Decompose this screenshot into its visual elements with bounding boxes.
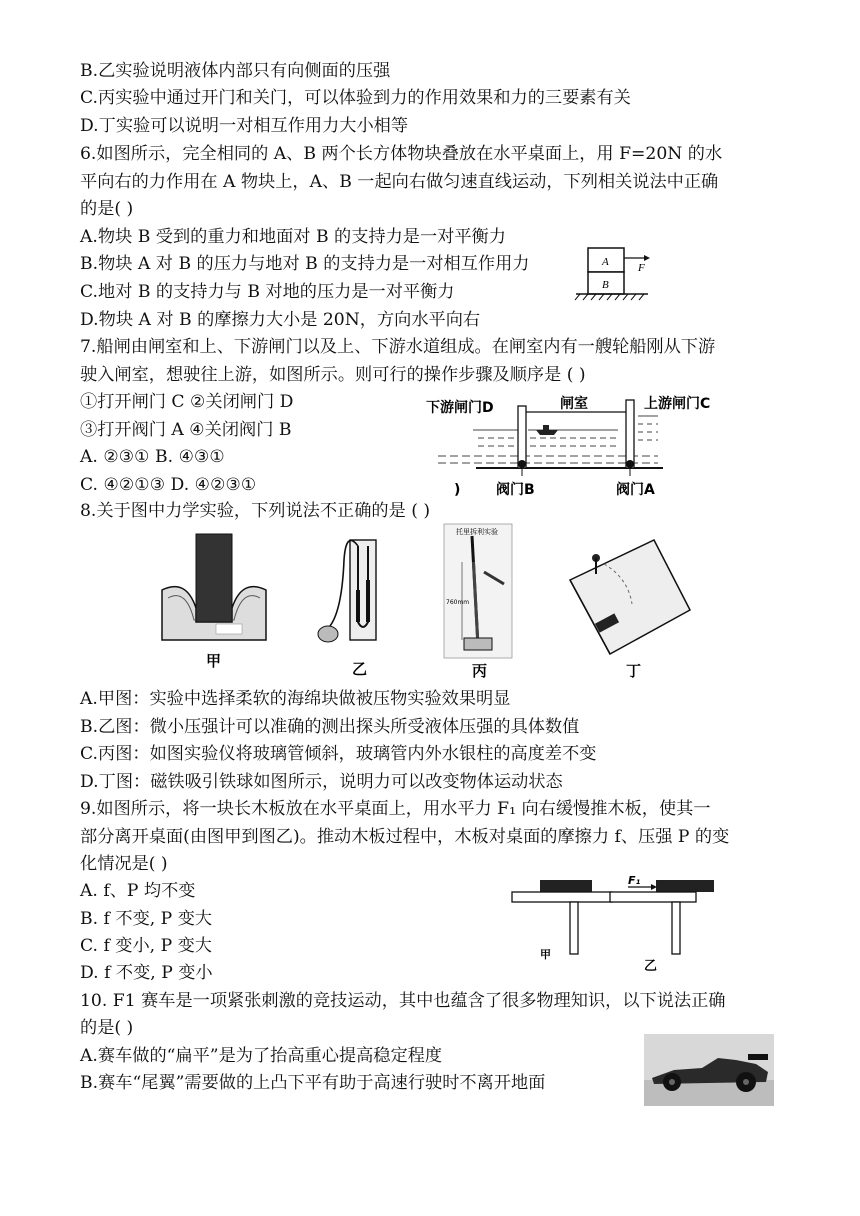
jia-table: [512, 892, 612, 902]
q7-options-cd: C. ④②①③ D. ④②③①: [80, 475, 257, 495]
q8-option-d: D.丁图：磁铁吸引铁球如图所示，说明力可以改变物体运动状态: [80, 772, 563, 792]
bing-length: 760mm: [446, 599, 470, 606]
q5-option-c: C.丙实验中通过开门和关门，可以体验到力的作用效果和力的三要素有关: [80, 88, 631, 108]
valve-b-marker: [518, 460, 526, 468]
q7-step-1: ①打开闸门 C ②关闭闸门 D: [80, 392, 294, 412]
q7-shiplock-figure: [418, 390, 740, 500]
block-b-label: B: [602, 279, 609, 291]
valve-b-label: 阀门B: [496, 482, 535, 498]
yi-caption: 乙: [644, 959, 658, 974]
q6-blocks-figure: [572, 238, 682, 310]
valve-a-marker: [626, 460, 634, 468]
q8-option-a: A.甲图：实验中选择柔软的海绵块做被压物实验效果明显: [80, 689, 511, 709]
stray-paren: ): [454, 482, 461, 498]
gate-d: [518, 406, 526, 468]
q10-option-a: A.赛车做的“扁平”是为了抬高重心提高稳定程度: [80, 1046, 443, 1066]
q7-options-ab: A. ②③① B. ④③①: [80, 447, 225, 467]
probe: [318, 626, 338, 642]
yi-table: [610, 892, 696, 902]
q8-torricelli-figure: [442, 522, 516, 682]
q8-option-b: B.乙图：微小压强计可以准确的测出探头所受液体压强的具体数值: [80, 717, 580, 737]
jia-table-leg: [570, 902, 578, 954]
q6-option-b: B.物块 A 对 B 的压力与地对 B 的支持力是一对相互作用力: [80, 254, 530, 274]
rear-wheel-hub: [743, 1079, 749, 1085]
q9-stem-2: 部分离开桌面(由图甲到图乙)。推动木板过程中，木板对桌面的摩擦力 f、压强 P 的变: [80, 827, 730, 847]
q10-f1-car-photo: [644, 1034, 774, 1106]
fig-jia-caption: 甲: [206, 652, 222, 670]
q9-stem-3: 化情况是( ): [80, 854, 168, 874]
force-label: F: [638, 262, 645, 274]
f1-label: F₁: [628, 874, 641, 887]
q9-option-d: D. f 不变, P 变小: [80, 963, 213, 983]
fig-yi-caption: 乙: [352, 660, 368, 678]
q5-option-d: D.丁实验可以说明一对相互作用力大小相等: [80, 116, 409, 136]
gate-c: [626, 400, 634, 468]
downstream-gate-label: 下游闸门D: [426, 400, 494, 416]
q8-magnet-figure: [566, 534, 696, 684]
q10-stem-1: 10. F1 赛车是一项紧张刺激的竞技运动，其中也蕴含了很多物理知识，以下说法正确: [80, 991, 726, 1011]
q6-option-a: A.物块 B 受到的重力和地面对 B 的支持力是一对平衡力: [80, 227, 506, 247]
fig-bing-caption: 丙: [472, 662, 488, 680]
q9-option-c: C. f 变小, P 变大: [80, 936, 212, 956]
water-hatching: [438, 416, 658, 463]
mercury-dish: [464, 638, 492, 650]
q7-stem-1: 7.船闸由闸室和上、下游闸门以及上、下游水道组成。在闸室内有一艘轮船刚从下游: [80, 337, 716, 357]
jia-caption: 甲: [540, 948, 551, 961]
q6-stem-3: 的是( ): [80, 199, 134, 219]
q10-stem-2: 的是( ): [80, 1018, 134, 1038]
ground-hatch: [575, 294, 644, 300]
upstream-gate-label: 上游闸门C: [644, 396, 711, 412]
force-arrowhead: [644, 255, 650, 261]
q8-sponge-figure: [156, 530, 272, 670]
q8-manometer-figure: [306, 530, 396, 680]
fig-ding-caption: 丁: [626, 662, 642, 680]
q9-option-b: B. f 不变, P 变大: [80, 909, 213, 929]
chamber-label: 闸室: [560, 396, 588, 412]
yi-table-leg: [672, 902, 680, 954]
yi-board: [656, 880, 714, 892]
q9-stem-1: 9.如图所示，将一块长木板放在水平桌面上，用水平力 F₁ 向右缓慢推木板，使其一: [80, 799, 711, 819]
q7-stem-2: 驶入闸室，想驶往上游，如图所示。则可行的操作步骤及顺序是 ( ): [80, 365, 586, 385]
jia-board: [540, 880, 592, 892]
q5-option-b: B.乙实验说明液体内部只有向侧面的压强: [80, 61, 391, 81]
q8-option-c: C.丙图：如图实验仪将玻璃管倾斜，玻璃管内外水银柱的高度差不变: [80, 744, 597, 764]
front-wheel-hub: [669, 1079, 675, 1085]
q9-board-figure: [504, 872, 734, 976]
q8-stem: 8.关于图中力学实验，下列说法不正确的是 ( ): [80, 501, 431, 521]
q7-step-2: ③打开阀门 A ④关闭阀门 B: [80, 420, 292, 440]
ship: [536, 425, 558, 435]
manometer-board: [350, 540, 376, 640]
q10-option-b: B.赛车“尾翼”需要做的上凸下平有助于高速行驶时不离开地面: [80, 1073, 546, 1093]
valve-a-label: 阀门A: [616, 482, 655, 498]
sponge-label-box: [216, 624, 242, 634]
q6-option-c: C.地对 B 的支持力与 B 对地的压力是一对平衡力: [80, 282, 455, 302]
pressing-block: [196, 534, 232, 622]
q6-stem-2: 平向右的力作用在 A 物块上，A、B 一起向右做匀速直线运动，下列相关说法中正确: [80, 172, 719, 192]
rear-wing: [748, 1054, 768, 1060]
q6-stem-1: 6.如图所示，完全相同的 A、B 两个长方体物块叠放在水平桌面上，用 F=20N 的水: [80, 144, 723, 164]
bing-top-label: 托里拆利实验: [456, 528, 498, 536]
block-a-label: A: [602, 256, 609, 268]
q9-option-a: A. f、P 均不变: [80, 881, 196, 901]
q6-option-d: D.物块 A 对 B 的摩擦力大小是 20N，方向水平向右: [80, 310, 481, 330]
